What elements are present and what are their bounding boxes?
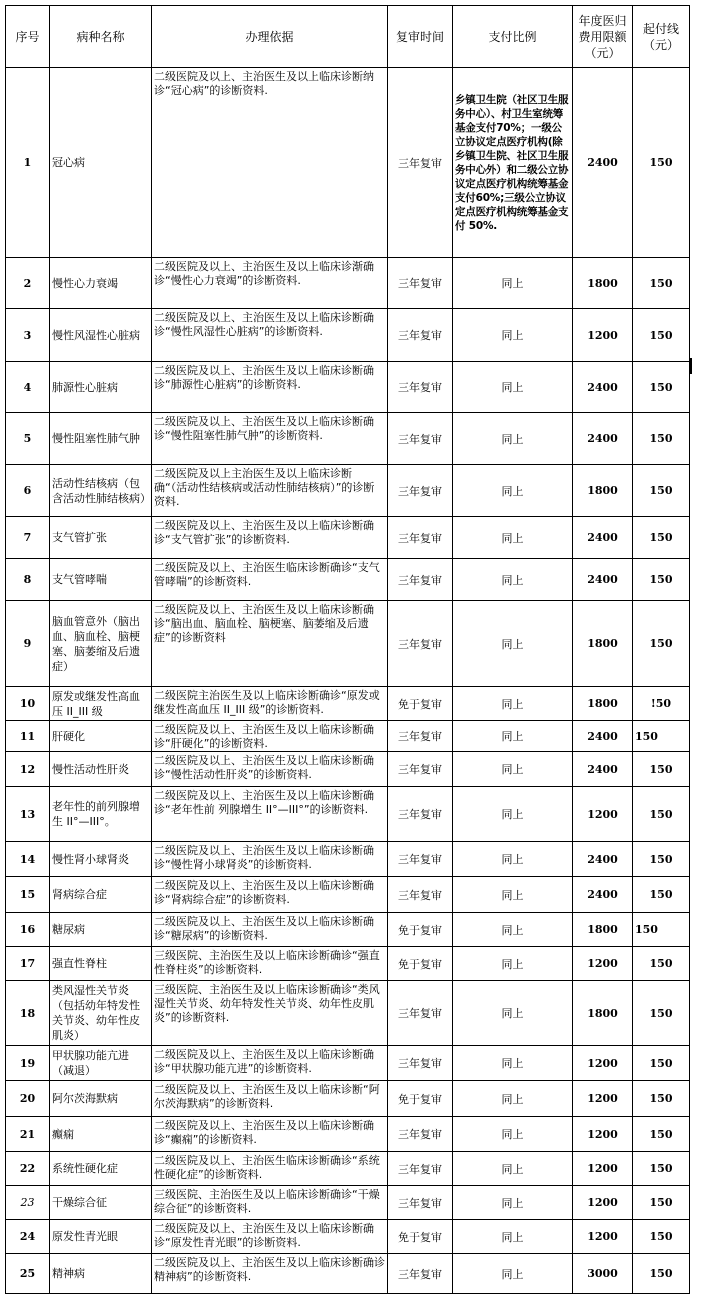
header-no: 序号 [6, 6, 50, 68]
disease-name: 强直性脊柱 [50, 947, 152, 981]
review-period: 三年复审 [388, 877, 453, 913]
payment-ratio: 乡镇卫生院（社区卫生服务中心）、村卫生室统筹基金支付70%；一级公立协议定点医疗机构(除乡镇卫生院、社区卫生服务中心外）和二级公立协议定点医疗机构统筹基金支付60%;三级公立协议定点医疗机构统筹基金支付 50%. [453, 68, 573, 258]
disease-name: 糖尿病 [50, 913, 152, 947]
payment-ratio: 同上 [453, 258, 573, 309]
review-period: 三年复审 [388, 413, 453, 465]
review-period: 三年复审 [388, 68, 453, 258]
diagnosis-basis: 二级医院及以上、主治医生及以上临床诊断确诊精神病”的诊断资料. [152, 1254, 388, 1294]
disease-name: 阿尔茨海默病 [50, 1081, 152, 1117]
deductible-threshold: 150 [633, 787, 690, 842]
row-number: 15 [6, 877, 50, 913]
annual-limit: 2400 [573, 842, 633, 877]
payment-ratio: 同上 [453, 1220, 573, 1254]
annual-limit: 1200 [573, 309, 633, 362]
diagnosis-basis: 二级医院及以上、主治医生及以上临床诊断确诊“脑出血、脑血栓、脑梗塞、脑萎缩及后遗症”的诊断资料 [152, 601, 388, 687]
annual-limit: 1800 [573, 258, 633, 309]
payment-ratio: 同上 [453, 1152, 573, 1186]
disease-name: 活动性结核病（包含活动性肺结核病） [50, 465, 152, 517]
review-period: 三年复审 [388, 1254, 453, 1294]
diagnosis-basis: 二级医院及以上、主治医生及以上临床诊断确诊“慢性活动性肝炎”的诊断资料. [152, 752, 388, 787]
row-number: 9 [6, 601, 50, 687]
disease-name: 慢性肾小球肾炎 [50, 842, 152, 877]
review-period: 三年复审 [388, 1046, 453, 1081]
table-row [6, 258, 690, 309]
deductible-threshold: 150 [633, 601, 690, 687]
table-row [6, 913, 690, 947]
annual-limit: 1200 [573, 1186, 633, 1220]
table-row [6, 309, 690, 362]
table-row [6, 559, 690, 601]
payment-ratio: 同上 [453, 721, 573, 752]
annual-limit: 2400 [573, 752, 633, 787]
table-row [6, 947, 690, 981]
annual-limit: 2400 [573, 362, 633, 413]
review-period: 三年复审 [388, 258, 453, 309]
deductible-threshold: 150 [633, 258, 690, 309]
table-row [6, 413, 690, 465]
review-period: 三年复审 [388, 559, 453, 601]
row-number: 23 [6, 1186, 50, 1220]
row-number: 12 [6, 752, 50, 787]
payment-ratio: 同上 [453, 1254, 573, 1294]
table-row [6, 1152, 690, 1186]
disease-name: 癫痫 [50, 1117, 152, 1152]
deductible-threshold: 150 [633, 877, 690, 913]
annual-limit: 1800 [573, 601, 633, 687]
deductible-threshold: 150 [633, 465, 690, 517]
payment-ratio: 同上 [453, 877, 573, 913]
deductible-threshold: 150 [633, 913, 690, 947]
row-number: 3 [6, 309, 50, 362]
annual-limit: 3000 [573, 1254, 633, 1294]
deductible-threshold: 150 [633, 517, 690, 559]
row-number: 22 [6, 1152, 50, 1186]
review-period: 三年复审 [388, 842, 453, 877]
payment-ratio: 同上 [453, 1046, 573, 1081]
payment-ratio: 同上 [453, 601, 573, 687]
disease-name: 肾病综合症 [50, 877, 152, 913]
row-number: 20 [6, 1081, 50, 1117]
deductible-threshold: 150 [633, 1117, 690, 1152]
deductible-threshold: 150 [633, 1220, 690, 1254]
row-number: 6 [6, 465, 50, 517]
table-row [6, 517, 690, 559]
deductible-threshold: 150 [633, 1152, 690, 1186]
disease-name: 支气管扩张 [50, 517, 152, 559]
payment-ratio: 同上 [453, 1081, 573, 1117]
table-row [6, 687, 690, 721]
payment-ratio: 同上 [453, 362, 573, 413]
annual-limit: 1200 [573, 1081, 633, 1117]
annual-limit: 2400 [573, 559, 633, 601]
table-row [6, 68, 690, 258]
review-period: 免于复审 [388, 1220, 453, 1254]
deductible-threshold: 150 [633, 981, 690, 1046]
deductible-threshold: 150 [633, 559, 690, 601]
margin-mark [690, 358, 692, 374]
annual-limit: 1200 [573, 1220, 633, 1254]
row-number: 11 [6, 721, 50, 752]
review-period: 三年复审 [388, 601, 453, 687]
payment-ratio: 同上 [453, 981, 573, 1046]
disease-name: 干燥综合征 [50, 1186, 152, 1220]
review-period: 免于复审 [388, 947, 453, 981]
payment-ratio: 同上 [453, 842, 573, 877]
payment-ratio: 同上 [453, 1186, 573, 1220]
payment-ratio: 同上 [453, 913, 573, 947]
review-period: 三年复审 [388, 721, 453, 752]
diagnosis-basis: 二级医院及以上主治医生及以上临床诊断确“（活动性结核病或活动性肺结核病）”的诊断资料. [152, 465, 388, 517]
review-period: 三年复审 [388, 1117, 453, 1152]
row-number: 1 [6, 68, 50, 258]
annual-limit: 1800 [573, 913, 633, 947]
review-period: 三年复审 [388, 1152, 453, 1186]
deductible-threshold: 150 [633, 1186, 690, 1220]
table-row [6, 752, 690, 787]
review-period: 三年复审 [388, 752, 453, 787]
disease-name: 慢性活动性肝炎 [50, 752, 152, 787]
diagnosis-basis: 三级医院、主治医生及以上临床诊断确诊“强直性脊柱炎”的诊断资料. [152, 947, 388, 981]
review-period: 三年复审 [388, 309, 453, 362]
row-number: 17 [6, 947, 50, 981]
annual-limit: 1200 [573, 787, 633, 842]
chronic-disease-table [5, 5, 690, 1294]
diagnosis-basis: 二级医院及以上、主治医生及以上临床诊断“阿尔茨海默病”的诊断资料. [152, 1081, 388, 1117]
diagnosis-basis: 二级医院及以上、主治医生及以上临床诊断确诊“慢性肾小球肾炎”的诊断资料. [152, 842, 388, 877]
payment-ratio: 同上 [453, 687, 573, 721]
disease-name: 慢性心力衰竭 [50, 258, 152, 309]
review-period: 三年复审 [388, 787, 453, 842]
annual-limit: 2400 [573, 68, 633, 258]
disease-name: 肺源性心脏病 [50, 362, 152, 413]
table-row [6, 601, 690, 687]
header-basis: 办理依据 [152, 6, 388, 68]
annual-limit: 2400 [573, 877, 633, 913]
deductible-threshold: 150 [633, 1046, 690, 1081]
review-period: 三年复审 [388, 517, 453, 559]
annual-limit: 1800 [573, 687, 633, 721]
header-review: 复审时间 [388, 6, 453, 68]
row-number: 8 [6, 559, 50, 601]
annual-limit: 2400 [573, 721, 633, 752]
annual-limit: 1200 [573, 1046, 633, 1081]
diagnosis-basis: 三级医院、主治医生及以上临床诊断确诊“干燥综合征”的诊断资料. [152, 1186, 388, 1220]
row-number: 5 [6, 413, 50, 465]
deductible-threshold: 150 [633, 362, 690, 413]
table-row [6, 1254, 690, 1294]
row-number: 18 [6, 981, 50, 1046]
diagnosis-basis: 二级医院及以上、主治医生及以上临床诊断纳诊“冠心病”的诊断资料. [152, 68, 388, 258]
row-number: 21 [6, 1117, 50, 1152]
annual-limit: 1200 [573, 1117, 633, 1152]
table-row [6, 1220, 690, 1254]
row-number: 4 [6, 362, 50, 413]
diagnosis-basis: 三级医院、主治医生及以上临床诊断确诊“类风湿性关节炎、幼年特发性关节炎、幼年性皮肌炎”的诊断资料. [152, 981, 388, 1046]
deductible-threshold: 150 [633, 721, 690, 752]
disease-name: 冠心病 [50, 68, 152, 258]
row-number: 16 [6, 913, 50, 947]
disease-name: 系统性硬化症 [50, 1152, 152, 1186]
row-number: 25 [6, 1254, 50, 1294]
payment-ratio: 同上 [453, 947, 573, 981]
diagnosis-basis: 二级医院及以上、主治医生及以上临床诊断确诊“老年性前 列腺增生 II°—III°”的诊断资料. [152, 787, 388, 842]
review-period: 免于复审 [388, 1081, 453, 1117]
review-period: 免于复审 [388, 913, 453, 947]
disease-name: 老年性的前列腺增生 II°—III°。 [50, 787, 152, 842]
review-period: 三年复审 [388, 981, 453, 1046]
review-period: 三年复审 [388, 465, 453, 517]
diagnosis-basis: 二级医院及以上、主治医生及以上临床诊断确诊“原发性青光眼”的诊断资料. [152, 1220, 388, 1254]
row-number: 2 [6, 258, 50, 309]
deductible-threshold: 150 [633, 1254, 690, 1294]
payment-ratio: 同上 [453, 413, 573, 465]
payment-ratio: 同上 [453, 1117, 573, 1152]
annual-limit: 1800 [573, 465, 633, 517]
review-period: 三年复审 [388, 1186, 453, 1220]
diagnosis-basis: 二级医院及以上、主治医生临床诊断确诊“支气管哮喘”的诊断资料. [152, 559, 388, 601]
diagnosis-basis: 二级医院主治医生及以上临床诊断确诊“原发或继发性高血压 II_III 级”的诊断资料. [152, 687, 388, 721]
deductible-threshold: 150 [633, 413, 690, 465]
payment-ratio: 同上 [453, 465, 573, 517]
diagnosis-basis: 二级医院及以上、主治医生及以上临床诊断确诊“癫痫”的诊断资料. [152, 1117, 388, 1152]
disease-name: 慢性风湿性心脏病 [50, 309, 152, 362]
diagnosis-basis: 二级医院及以上、主治医生临床诊断确诊“系统性硬化症”的诊断资料. [152, 1152, 388, 1186]
row-number: 24 [6, 1220, 50, 1254]
table-row [6, 787, 690, 842]
row-number: 14 [6, 842, 50, 877]
row-number: 19 [6, 1046, 50, 1081]
header-threshold: 起付线（元） [633, 6, 690, 68]
annual-limit: 2400 [573, 413, 633, 465]
table-row [6, 842, 690, 877]
deductible-threshold: 150 [633, 309, 690, 362]
deductible-threshold: 150 [633, 842, 690, 877]
payment-ratio: 同上 [453, 752, 573, 787]
disease-name: 支气管哮喘 [50, 559, 152, 601]
review-period: 三年复审 [388, 362, 453, 413]
table-row [6, 1081, 690, 1117]
diagnosis-basis: 二级医院及以上、主治医生及以上临床诊断确诊“甲状腺功能亢进”的诊断资料. [152, 1046, 388, 1081]
header-annual: 年度医归费用限额（元） [573, 6, 633, 68]
deductible-threshold: !50 [633, 687, 690, 721]
header-disease: 病种名称 [50, 6, 152, 68]
deductible-threshold: 150 [633, 752, 690, 787]
diagnosis-basis: 二级医院及以上、主治医生及以上临床诊断确诊“支气管扩张”的诊断资料. [152, 517, 388, 559]
annual-limit: 1200 [573, 947, 633, 981]
disease-name: 慢性阻塞性肺气肿 [50, 413, 152, 465]
payment-ratio: 同上 [453, 309, 573, 362]
header-row [6, 6, 690, 68]
table-row [6, 1046, 690, 1081]
diagnosis-basis: 二级医院及以上、主治医生及以上临床诊断确诊“肺源性心脏病”的诊断资料. [152, 362, 388, 413]
annual-limit: 1200 [573, 1152, 633, 1186]
annual-limit: 1800 [573, 981, 633, 1046]
annual-limit: 2400 [573, 517, 633, 559]
review-period: 免于复审 [388, 687, 453, 721]
disease-name: 甲状腺功能亢进（减退） [50, 1046, 152, 1081]
table-row [6, 362, 690, 413]
disease-name: 类风湿性关节炎（包括幼年特发性关节炎、幼年性皮肌炎） [50, 981, 152, 1046]
table-row [6, 465, 690, 517]
payment-ratio: 同上 [453, 559, 573, 601]
diagnosis-basis: 二级医院及以上、主治医生及以上临床诊渐确诊“慢性心力衰竭”的诊断资料. [152, 258, 388, 309]
diagnosis-basis: 二级医院及以上、主治医生及以上临床诊断确诊“肝硬化”的诊断资料. [152, 721, 388, 752]
table-row [6, 981, 690, 1046]
disease-name: 原发性青光眼 [50, 1220, 152, 1254]
disease-name: 精神病 [50, 1254, 152, 1294]
deductible-threshold: 150 [633, 947, 690, 981]
deductible-threshold: 150 [633, 68, 690, 258]
diagnosis-basis: 二级医院及以上、主治医生及以上临床诊断确诊“慢性风湿性心脏病”的诊断资料. [152, 309, 388, 362]
disease-name: 原发或继发性高血压 II_III 级 [50, 687, 152, 721]
table-row [6, 877, 690, 913]
row-number: 13 [6, 787, 50, 842]
diagnosis-basis: 二级医院及以上、主治医生及以上临床诊断确诊“慢性阻塞性肺气肿”的诊断资料. [152, 413, 388, 465]
header-ratio: 支付比例 [453, 6, 573, 68]
payment-ratio: 同上 [453, 787, 573, 842]
table-row [6, 1186, 690, 1220]
diagnosis-basis: 二级医院及以上、主治医生及以上临床诊断确诊“糖尿病”的诊断资料. [152, 913, 388, 947]
payment-ratio: 同上 [453, 517, 573, 559]
table-row [6, 1117, 690, 1152]
row-number: 10 [6, 687, 50, 721]
row-number: 7 [6, 517, 50, 559]
table-row [6, 721, 690, 752]
disease-name: 脑血管意外（脑出血、脑血栓、脑梗塞、脑萎缩及后遗症） [50, 601, 152, 687]
deductible-threshold: 150 [633, 1081, 690, 1117]
disease-name: 肝硬化 [50, 721, 152, 752]
diagnosis-basis: 二级医院及以上、主治医生及以上临床诊断确诊“肾病综合症”的诊断资料. [152, 877, 388, 913]
